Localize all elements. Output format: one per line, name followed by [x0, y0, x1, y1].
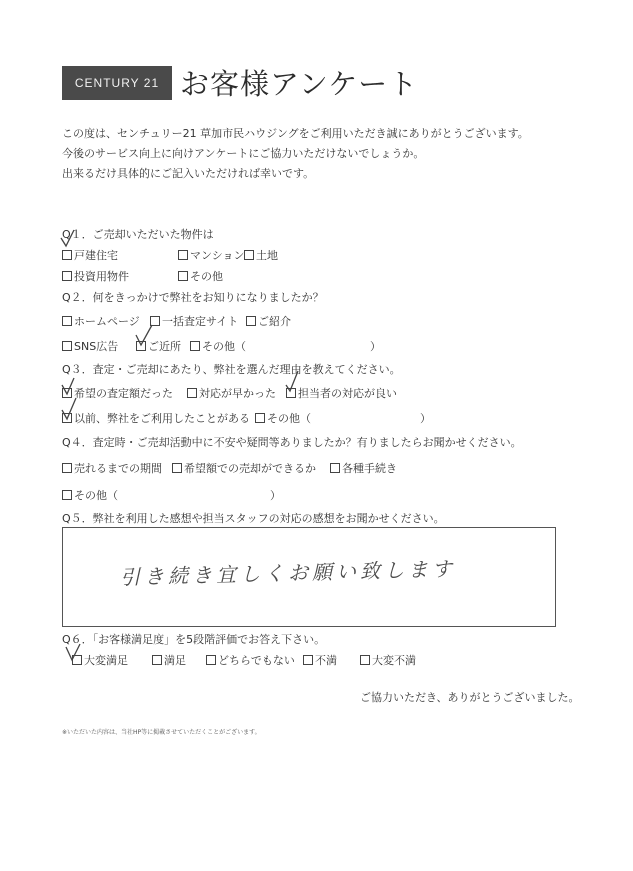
q2-question: Q２．何をきっかけで弊社をお知りになりましたか？ [62, 291, 324, 304]
q3-option-good-staff[interactable]: 担当者の対応が良い [286, 385, 397, 401]
q6-option-very-dissatisfied[interactable]: 大変不満 [360, 652, 416, 668]
q2-option-homepage[interactable]: ホームページ [62, 313, 140, 329]
q4-option-desired-price[interactable]: 希望額での売却ができるか [172, 460, 316, 476]
q3-option-other[interactable]: その他（ [255, 410, 311, 426]
q3-option-quick-response[interactable]: 対応が早かった [187, 385, 276, 401]
q2-option-bulk-appraisal[interactable]: 一括査定サイト [150, 313, 238, 329]
intro-line-1: この度は、センチュリー21 草加市民ハウジングをご利用いただき誠にありがとうございます。 [62, 127, 529, 140]
check-mark-q3-good-staff [286, 371, 298, 391]
q4-question: Q４．査定時・ご売却活動中に不安や疑問等ありましたか？有りましたらお聞かせください。 [62, 436, 522, 449]
q3-option-used-before[interactable]: 以前、弊社をご利用したことがある [62, 410, 250, 426]
intro-line-2: 今後のサービス向上に向けアンケートにご協力いただけないでしょうか。 [62, 147, 425, 160]
q1-option-investment[interactable]: 投資用物件 [62, 268, 129, 284]
check-mark-q3-used-before [62, 398, 76, 419]
q6-option-very-satisfied[interactable]: 大変満足 [72, 652, 128, 668]
q2-option-referral[interactable]: ご紹介 [246, 313, 291, 329]
q3-question: Q３．査定・ご売却にあたり、弊社を選んだ理由を教えてください。 [62, 363, 401, 376]
thanks-message: ご協力いただき、ありがとうございました。 [360, 691, 580, 704]
q1-option-detached-house[interactable]: 戸建住宅 [62, 247, 118, 263]
q5-handwritten-answer: 引き続き宜しくお願い致します [119, 556, 457, 590]
q3-option-desired-price[interactable]: 希望の査定額だった [62, 385, 173, 401]
q2-close-paren: ） [370, 340, 381, 353]
check-mark-q6-very-satisfied [66, 644, 80, 660]
q6-option-satisfied[interactable]: 満足 [152, 652, 186, 668]
check-mark-q2-neighborhood [136, 325, 152, 345]
q6-option-dissatisfied[interactable]: 不満 [303, 652, 337, 668]
footnote: ※いただいた内容は、当社HP等に掲載させていただくことがございます。 [62, 729, 261, 736]
q4-option-other[interactable]: その他（ [62, 487, 118, 503]
page-title: お客様アンケート [180, 67, 419, 101]
intro-line-3: 出来るだけ具体的にご記入いただければ幸いです。 [62, 167, 315, 180]
q4-close-paren: ） [270, 489, 281, 502]
q2-option-neighborhood[interactable]: ご近所 [136, 338, 181, 354]
check-mark-q3-desired-price [62, 378, 74, 394]
q1-question: Q１．ご売却いただいた物件は [62, 228, 214, 241]
q2-option-sns-ad[interactable]: SNS広告 [62, 338, 118, 354]
q5-question: Q５．弊社を利用した感想や担当スタッフの対応の感想をお聞かせください。 [62, 512, 445, 525]
q3-close-paren: ） [420, 412, 431, 425]
q4-option-procedures[interactable]: 各種手続き [330, 460, 397, 476]
q1-option-land[interactable]: 土地 [244, 247, 278, 263]
q6-question: Q６．「お客様満足度」を5段階評価でお答え下さい。 [62, 633, 326, 646]
q6-option-neutral[interactable]: どちらでもない [206, 652, 295, 668]
q1-option-other[interactable]: その他 [178, 268, 223, 284]
q4-option-time-to-sell[interactable]: 売れるまでの期間 [62, 460, 162, 476]
q2-option-other[interactable]: その他（ [190, 338, 246, 354]
logo-text: CENTURY 21 [74, 76, 160, 90]
q1-option-mansion[interactable]: マンション [178, 247, 245, 263]
check-mark-q1-detached-house [61, 230, 74, 246]
